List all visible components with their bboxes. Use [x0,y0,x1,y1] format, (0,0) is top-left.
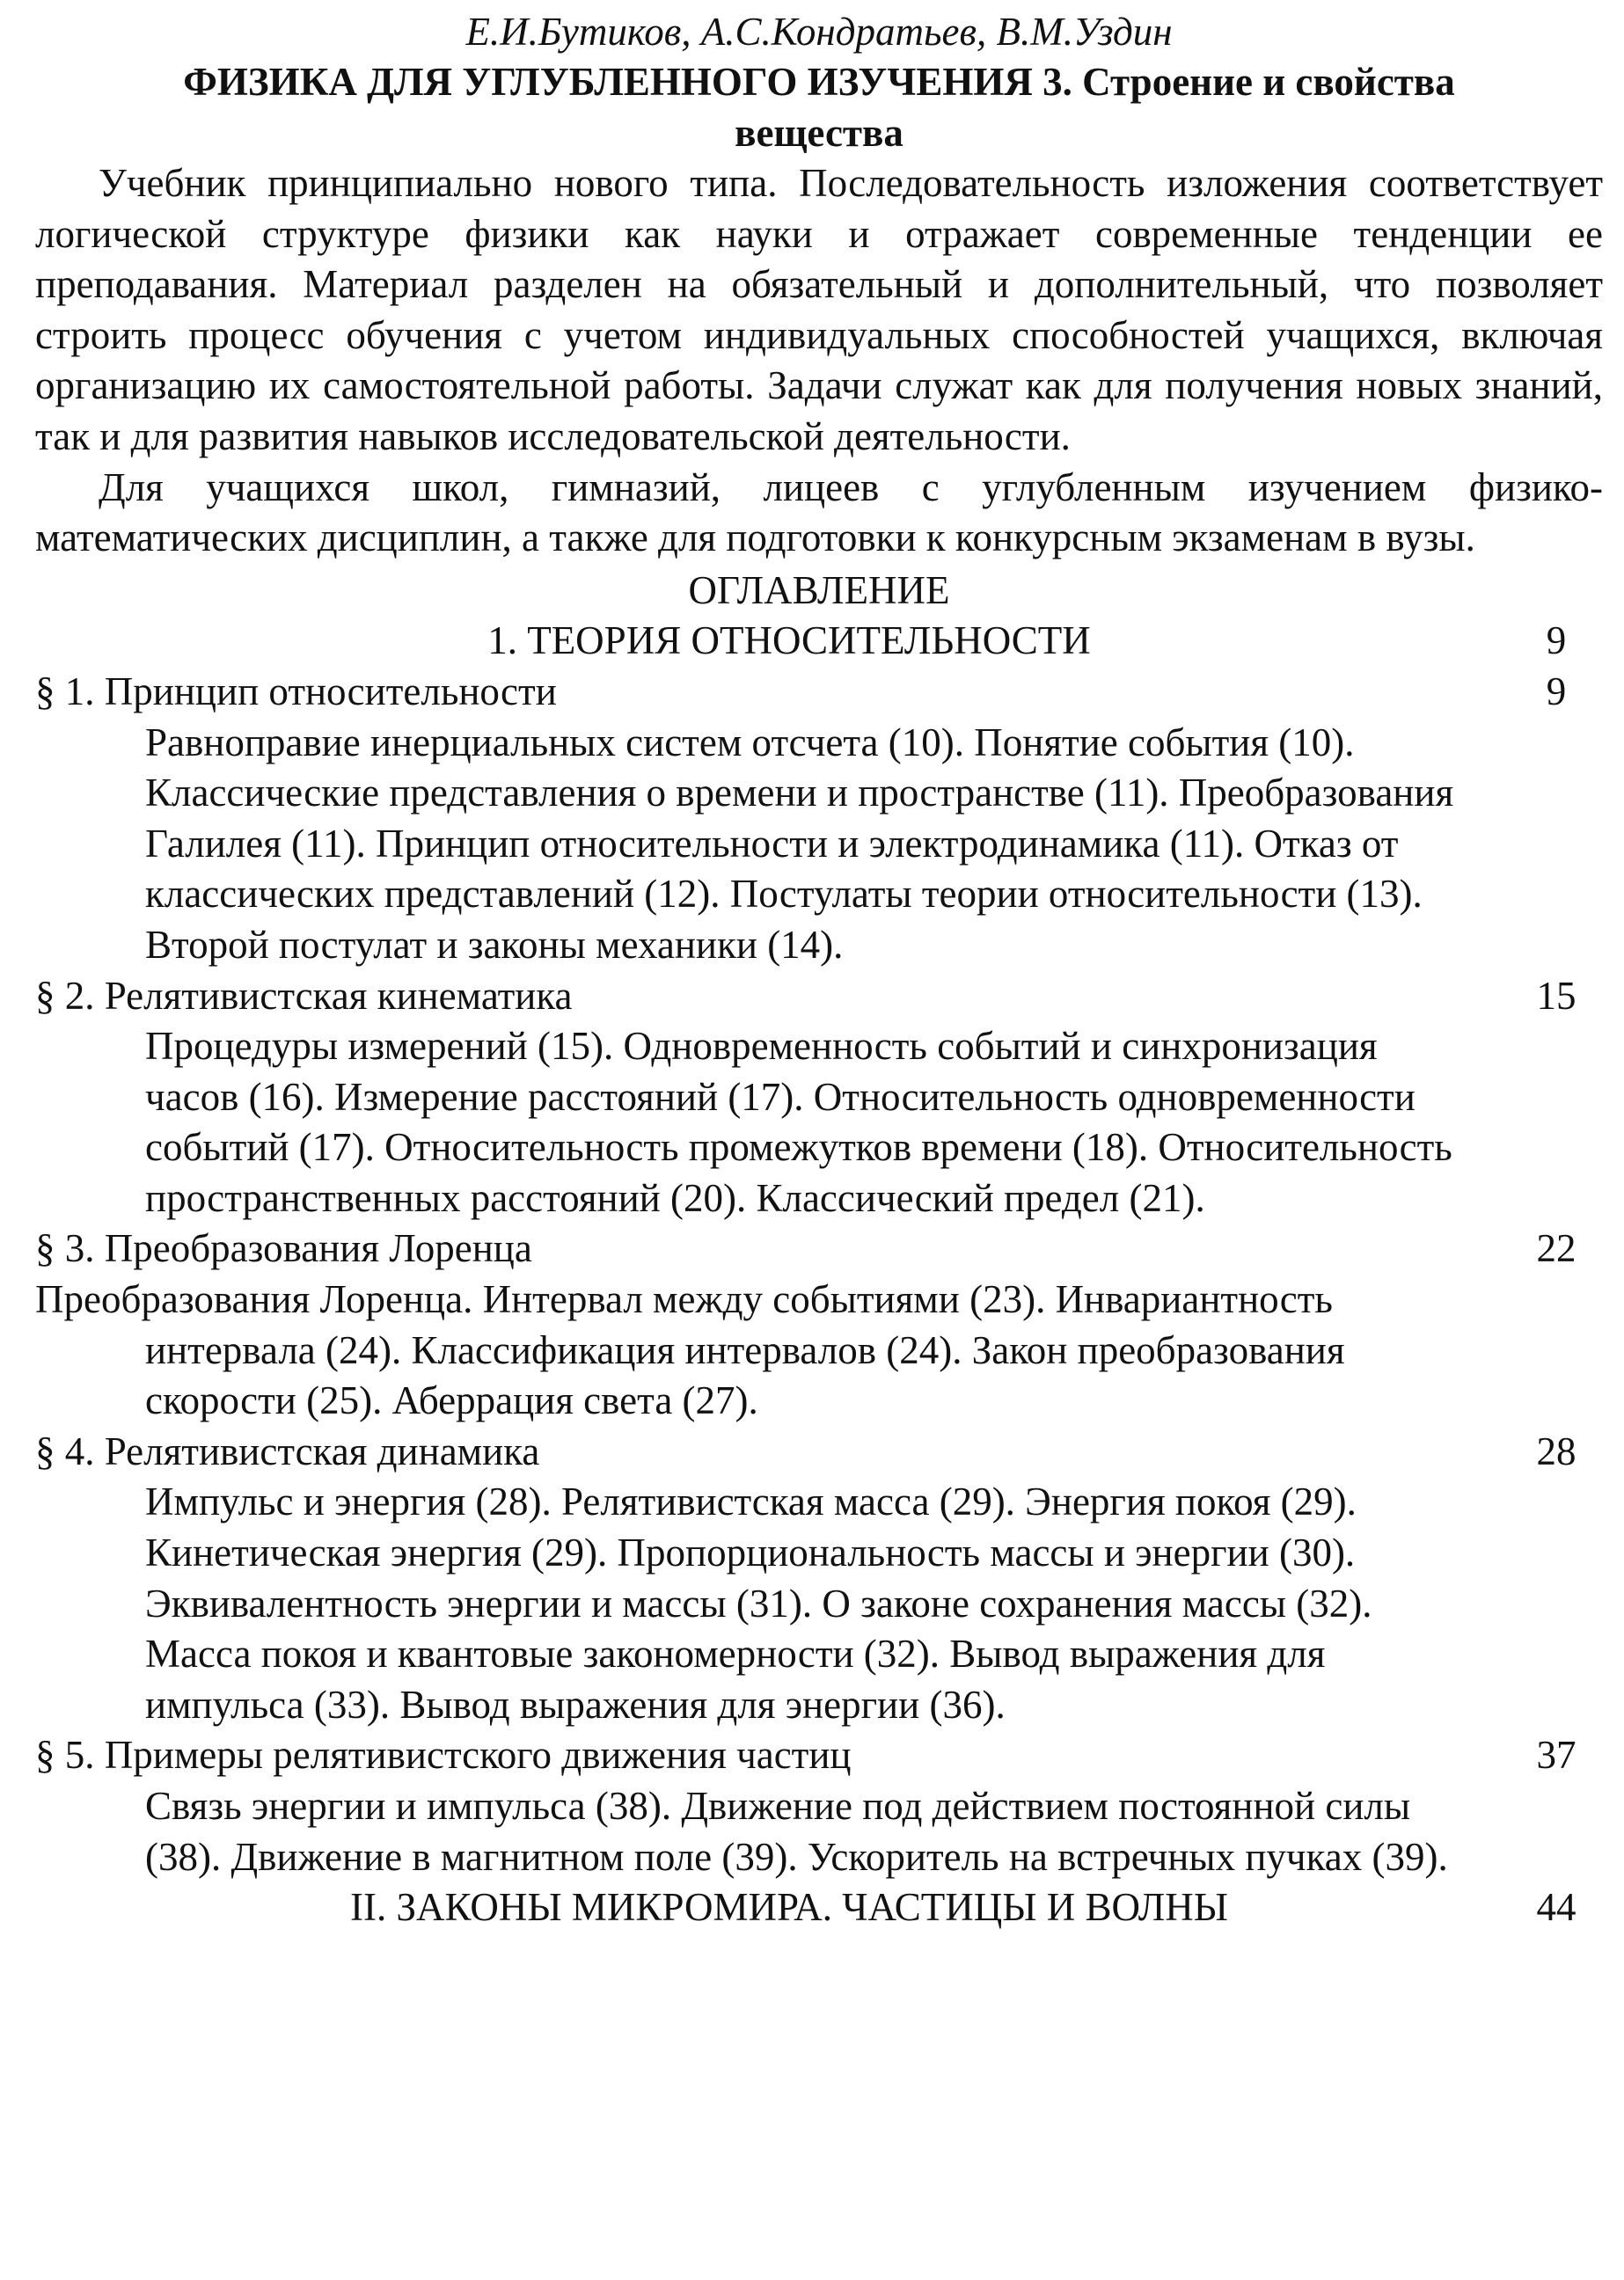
toc-section-title: § 3. Преобразования Лоренца [35,1226,532,1271]
toc-chapter-page: 44 [1536,1885,1576,1930]
toc-section-page: 22 [1536,1226,1576,1271]
toc-section-topics: Процедуры измерений (15). Одновременность событий и синхронизация часов (16). Измерение расстояний (17). Относительность одновременности событий (17). Относительность промежутков времени (18). Относительность пространственных расстояний (20). Классический предел (21). [145,1024,1452,1220]
toc-section-title: § 5. Примеры релятивистского движения частиц [35,1733,852,1778]
toc-chapter-title: 1. ТЕОРИЯ ОТНОСИТЕЛЬНОСТИ [487,618,1091,663]
toc-chapter-page: 9 [1546,618,1567,663]
toc-heading: ОГЛАВЛЕНИЕ [688,567,950,612]
toc-section-row [35,1224,1603,1275]
toc-section-row [35,667,1603,718]
toc-section-row [35,1730,1603,1781]
book-authors: Е.И.Бутиков, А.С.Кондратьев, В.М.Уздин [465,10,1173,54]
toc-section-page: 9 [1546,669,1567,713]
toc-section-title: § 1. Принцип относительности [35,669,557,713]
book-page [35,7,1603,1933]
toc-section-topics: Преобразования Лоренца. Интервал между событиями (23). Инвариантность интервала (24). Классификация интервалов (24). Закон преобразования скорости (25). Аберрация света (27). [35,1277,1345,1423]
toc-section-page: 37 [1536,1733,1576,1778]
toc-section-title: § 2. Релятивистская кинематика [35,973,573,1018]
toc-section-row [35,971,1603,1022]
toc-section-page: 15 [1536,973,1576,1018]
audience-paragraph: Для учащихся школ, гимназий, лицеев с углубленным изучением физико-математических дисциплин, а также для подготовки к конкурсным экзаменам в вузы. [35,464,1603,560]
description-paragraph: Учебник принципиально нового типа. Последовательность изложения соответствует логической структуре физики как науки и отражает современные тенденции ее преподавания. Материал разделен на обязательный и дополнительный, что позволяет строить процесс обучения с учетом индивидуальных способностей учащихся, включая организацию их самостоятельной работы. Задачи служат как для получения новых знаний, так и для развития навыков исследовательской деятельности. [35,161,1603,458]
toc-section-page: 28 [1536,1429,1576,1473]
toc-section-topics: Связь энергии и импульса (38). Движение под действием постоянной силы (38). Движение в магнитном поле (39). Ускоритель на встречных пучках (39). [145,1784,1448,1879]
toc-section-row [35,1427,1603,1478]
toc-chapter-title: II. ЗАКОНЫ МИКРОМИРА. ЧАСТИЦЫ И ВОЛНЫ [349,1885,1229,1930]
toc-chapter-row [35,616,1603,667]
toc-section-title: § 4. Релятивистская динамика [35,1429,540,1473]
toc-chapter-row [35,1882,1603,1933]
toc-section-topics: Импульс и энергия (28). Релятивистская масса (29). Энергия покоя (29). Кинетическая энергия (29). Пропорциональность массы и энергии (30). Эквивалентность энергии и массы (31). О законе сохранения массы (32). Масса покоя и квантовые закономерности (32). Вывод выражения для импульса (33). Вывод выражения для энергии (36). [145,1480,1372,1727]
book-title: ФИЗИКА ДЛЯ УГЛУБЛЕННОГО ИЗУЧЕНИЯ 3. Строение и свойства вещества [183,60,1455,155]
toc-section-topics: Равноправие инерциальных систем отсчета (10). Понятие события (10). Классические представления о времени и пространстве (11). Преобразования Галилея (11). Принцип относительности и электродинамика (11). Отказ от классических представлений (12). Постулаты теории относительности (13). Второй постулат и законы механики (14). [145,720,1454,967]
